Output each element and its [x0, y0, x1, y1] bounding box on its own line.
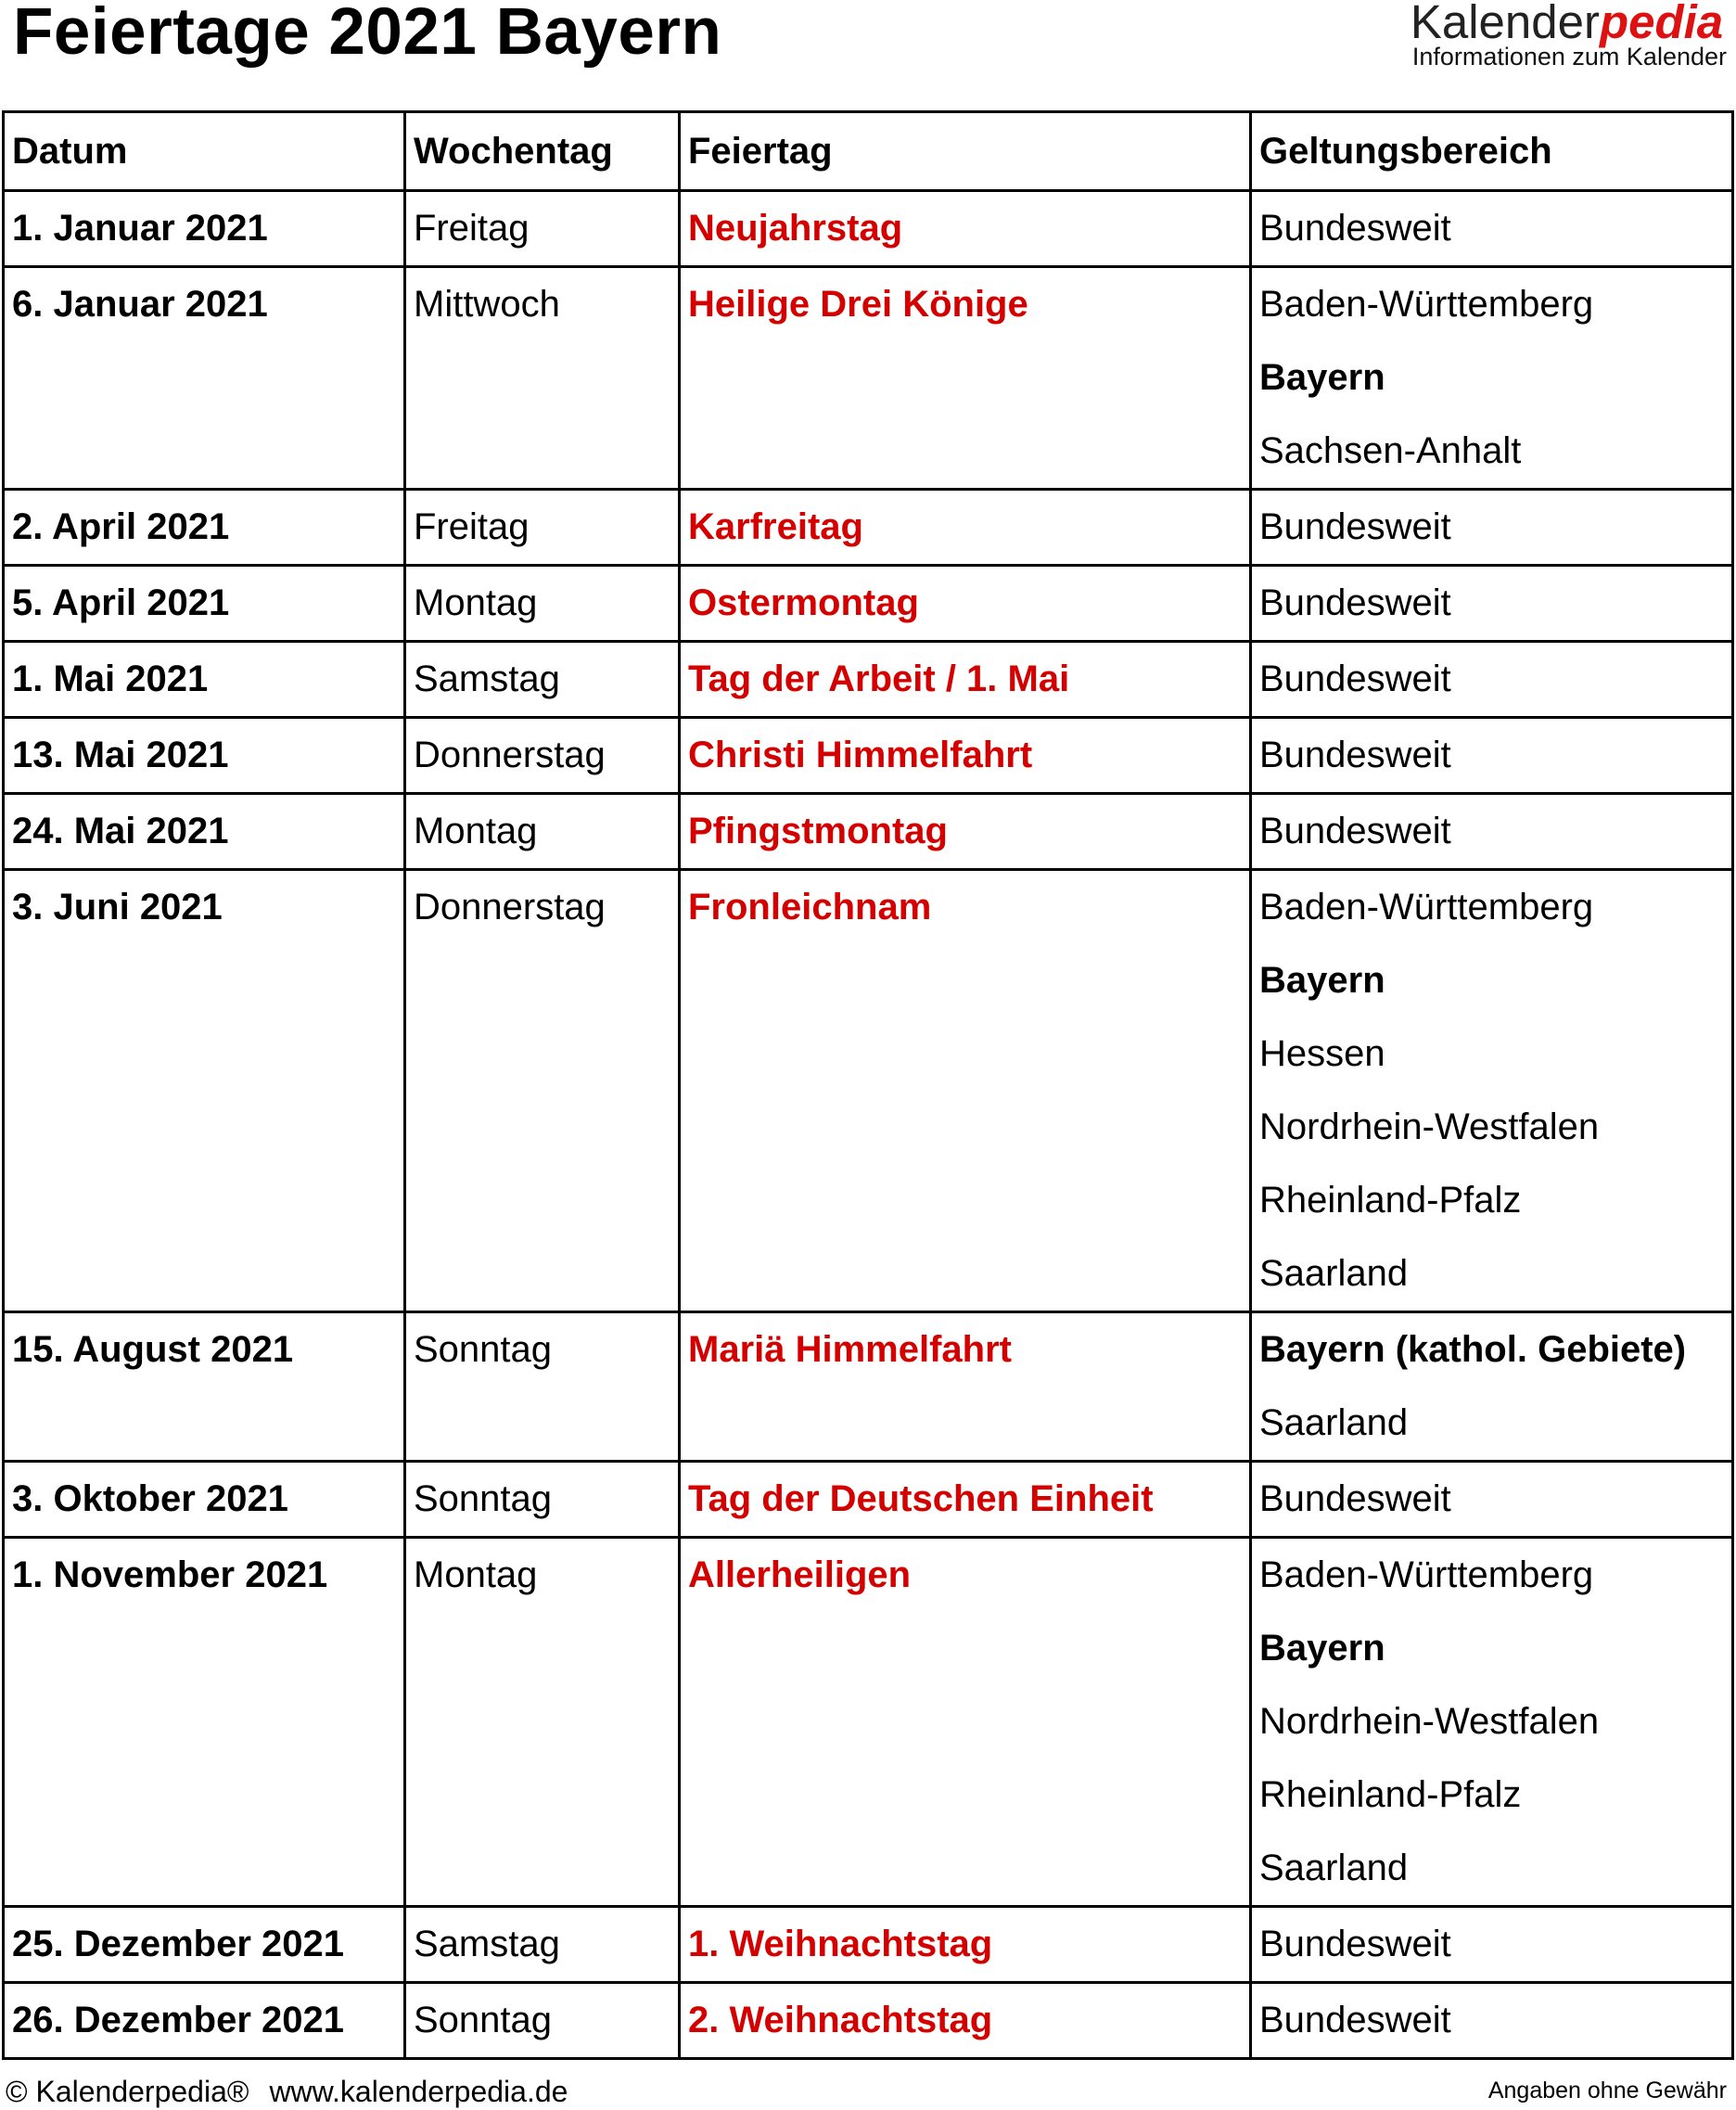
- weekday-cell: Sonntag: [405, 1312, 680, 1462]
- weekday-cell: Samstag: [405, 1907, 680, 1983]
- date-cell: 15. August 2021: [4, 1312, 405, 1462]
- region-item: Bundesweit: [1259, 659, 1451, 699]
- footer-copyright: © Kalenderpedia®: [6, 2075, 249, 2108]
- region-item: Bayern: [1259, 357, 1385, 398]
- region-item: Nordrhein-Westfalen: [1259, 1106, 1600, 1147]
- table-row: [4, 1312, 1733, 1462]
- table-row: [4, 490, 1733, 566]
- region-cell: [1251, 1907, 1733, 1983]
- table-row: [4, 1907, 1733, 1983]
- page-title: Feiertage 2021 Bayern: [13, 0, 722, 69]
- footer-disclaimer: Angaben ohne Gewähr: [1487, 2078, 1727, 2104]
- date-cell: 24. Mai 2021: [4, 794, 405, 870]
- region-item: Bundesweit: [1259, 811, 1451, 851]
- table-row: [4, 191, 1733, 267]
- region-item: Bayern (kathol. Gebiete): [1259, 1329, 1687, 1370]
- region-cell: [1251, 642, 1733, 718]
- region-cell: [1251, 794, 1733, 870]
- region-cell: [1251, 718, 1733, 794]
- holiday-cell: Neujahrstag: [680, 191, 1251, 267]
- date-cell: 25. Dezember 2021: [4, 1907, 405, 1983]
- header-feiertag: Feiertag: [680, 112, 1251, 191]
- region-cell: [1251, 566, 1733, 642]
- date-cell: 3. Oktober 2021: [4, 1462, 405, 1538]
- kalenderpedia-logo: [1410, 0, 1727, 71]
- holiday-cell: Ostermontag: [680, 566, 1251, 642]
- holiday-cell: Christi Himmelfahrt: [680, 718, 1251, 794]
- weekday-cell: Mittwoch: [405, 267, 680, 490]
- region-cell: [1251, 1462, 1733, 1538]
- region-item: Nordrhein-Westfalen: [1259, 1701, 1600, 1742]
- date-cell: 1. Januar 2021: [4, 191, 405, 267]
- logo-brand-main: Kalender: [1410, 0, 1600, 48]
- date-cell: 2. April 2021: [4, 490, 405, 566]
- holiday-cell: Tag der Arbeit / 1. Mai: [680, 642, 1251, 718]
- table-row: [4, 870, 1733, 1312]
- date-cell: 13. Mai 2021: [4, 718, 405, 794]
- weekday-cell: Montag: [405, 566, 680, 642]
- date-cell: 1. November 2021: [4, 1538, 405, 1907]
- region-item: Saarland: [1259, 1253, 1409, 1294]
- region-item: Rheinland-Pfalz: [1259, 1180, 1522, 1221]
- holiday-cell: 2. Weihnachtstag: [680, 1983, 1251, 2059]
- region-item: Bundesweit: [1259, 582, 1451, 623]
- weekday-cell: Sonntag: [405, 1462, 680, 1538]
- holiday-cell: 1. Weihnachtstag: [680, 1907, 1251, 1983]
- table-row: [4, 718, 1733, 794]
- weekday-cell: Freitag: [405, 490, 680, 566]
- region-item: Rheinland-Pfalz: [1259, 1774, 1522, 1815]
- region-item: Hessen: [1259, 1033, 1385, 1074]
- holiday-cell: Heilige Drei Könige: [680, 267, 1251, 490]
- table-row: [4, 267, 1733, 490]
- header-wochentag: Wochentag: [405, 112, 680, 191]
- region-item: Bundesweit: [1259, 208, 1451, 249]
- logo-brand-accent: pedia: [1599, 0, 1724, 48]
- logo-brand: [1410, 0, 1727, 48]
- holiday-cell: Pfingstmontag: [680, 794, 1251, 870]
- logo-tagline: Informationen zum Kalender: [1411, 43, 1727, 71]
- table-row: [4, 1538, 1733, 1907]
- holiday-table: [2, 110, 1734, 2060]
- weekday-cell: Montag: [405, 794, 680, 870]
- region-item: Saarland: [1259, 1402, 1409, 1443]
- region-item: Bundesweit: [1259, 2000, 1451, 2040]
- footer-left: [6, 2075, 588, 2109]
- weekday-cell: Sonntag: [405, 1983, 680, 2059]
- region-item: Saarland: [1259, 1848, 1409, 1888]
- region-cell: [1251, 267, 1733, 490]
- region-item: Baden-Württemberg: [1259, 1554, 1594, 1595]
- region-cell: [1251, 1538, 1733, 1907]
- weekday-cell: Samstag: [405, 642, 680, 718]
- weekday-cell: Montag: [405, 1538, 680, 1907]
- region-cell: [1251, 490, 1733, 566]
- region-item: Bayern: [1259, 960, 1385, 1001]
- footer-url[interactable]: www.kalenderpedia.de: [269, 2075, 568, 2108]
- date-cell: 3. Juni 2021: [4, 870, 405, 1312]
- table-body: [4, 191, 1733, 2059]
- holiday-cell: Mariä Himmelfahrt: [680, 1312, 1251, 1462]
- region-cell: [1251, 1312, 1733, 1462]
- region-item: Bundesweit: [1259, 1478, 1451, 1519]
- table-row: [4, 566, 1733, 642]
- region-item: Baden-Württemberg: [1259, 284, 1594, 325]
- region-item: Bayern: [1259, 1628, 1385, 1669]
- region-cell: [1251, 870, 1733, 1312]
- date-cell: 26. Dezember 2021: [4, 1983, 405, 2059]
- holiday-cell: Allerheiligen: [680, 1538, 1251, 1907]
- region-item: Bundesweit: [1259, 1924, 1451, 1964]
- weekday-cell: Donnerstag: [405, 718, 680, 794]
- table-header-row: [4, 112, 1733, 191]
- weekday-cell: Donnerstag: [405, 870, 680, 1312]
- date-cell: 1. Mai 2021: [4, 642, 405, 718]
- table-row: [4, 1983, 1733, 2059]
- region-item: Bundesweit: [1259, 506, 1451, 547]
- table-row: [4, 642, 1733, 718]
- header-datum: Datum: [4, 112, 405, 191]
- table-row: [4, 1462, 1733, 1538]
- table-row: [4, 794, 1733, 870]
- region-cell: [1251, 1983, 1733, 2059]
- region-item: Sachsen-Anhalt: [1259, 430, 1522, 471]
- weekday-cell: Freitag: [405, 191, 680, 267]
- region-item: Bundesweit: [1259, 735, 1451, 775]
- holiday-cell: Tag der Deutschen Einheit: [680, 1462, 1251, 1538]
- region-item: Baden-Württemberg: [1259, 887, 1594, 927]
- header-geltungsbereich: Geltungsbereich: [1251, 112, 1733, 191]
- holiday-cell: Fronleichnam: [680, 870, 1251, 1312]
- region-cell: [1251, 191, 1733, 267]
- date-cell: 6. Januar 2021: [4, 267, 405, 490]
- date-cell: 5. April 2021: [4, 566, 405, 642]
- holiday-cell: Karfreitag: [680, 490, 1251, 566]
